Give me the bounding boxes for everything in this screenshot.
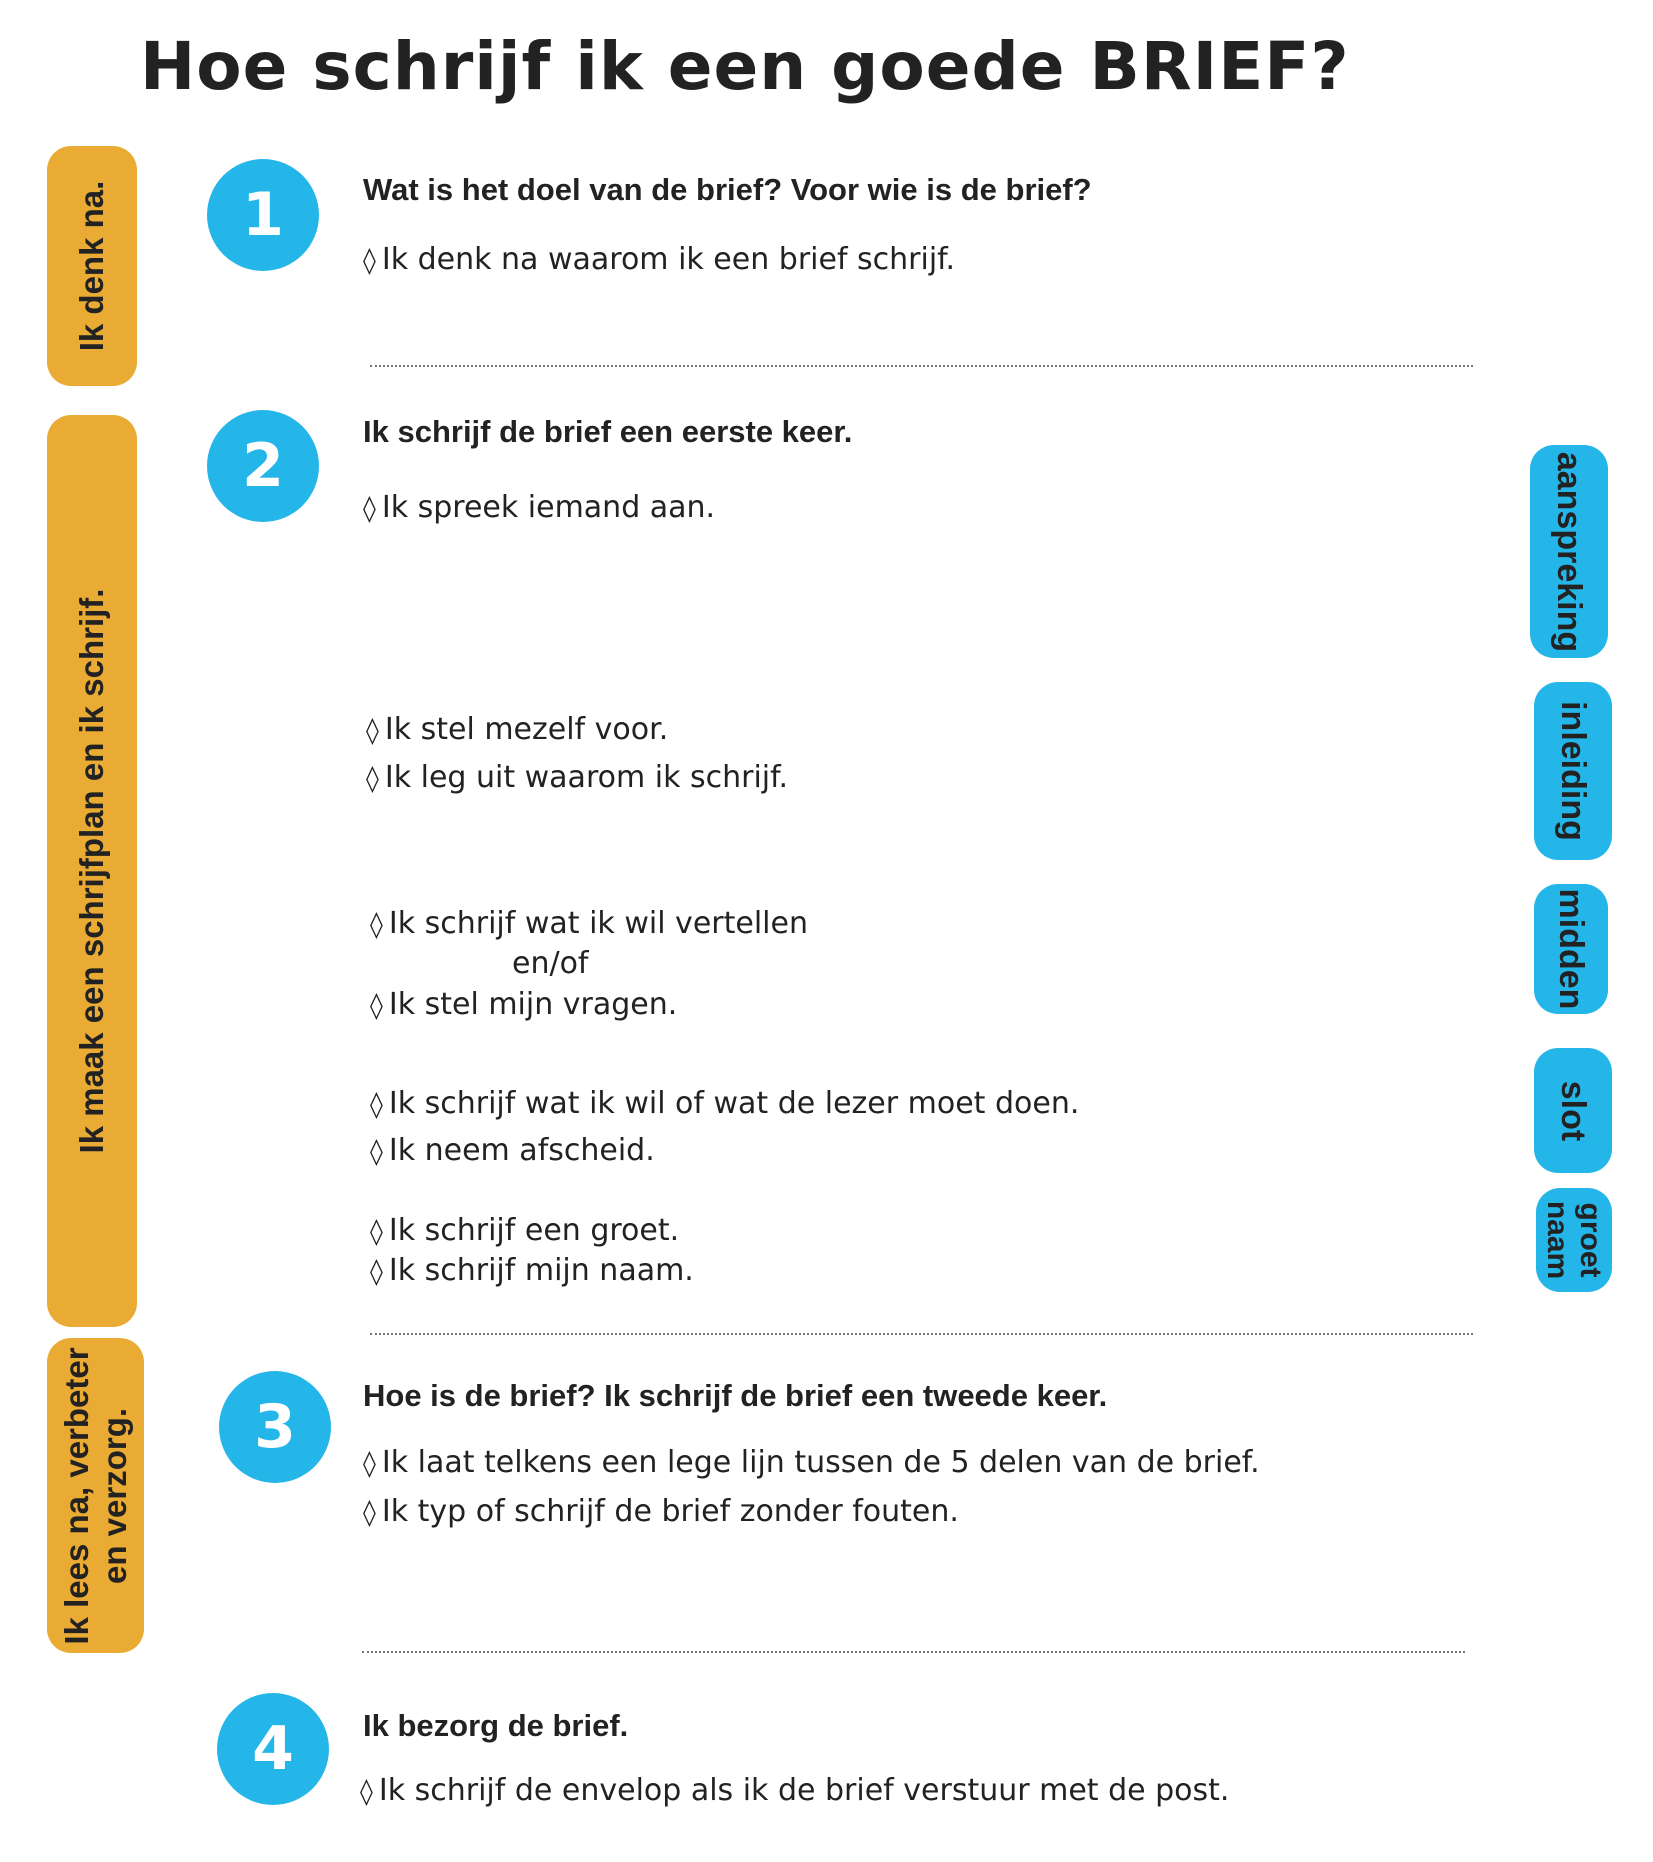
divider	[362, 1651, 1465, 1653]
step-2-item-3: ◊ Ik leg uit waarom ik schrijf.	[366, 760, 789, 795]
step-number-3: 3	[219, 1371, 331, 1483]
part-tab-inleiding	[1534, 682, 1612, 860]
phase-tab-write	[47, 415, 137, 1327]
step-4-item-1: ◊ Ik schrijf de envelop als ik de brief verstuur met de post.	[360, 1773, 1230, 1808]
phase-label-review-line1: Ik lees na, verbeter	[57, 1346, 95, 1645]
part-label-naam: naam	[1541, 1200, 1574, 1280]
part-tab-groet-naam	[1536, 1188, 1612, 1292]
diamond-bullet-icon: ◊	[363, 246, 376, 276]
part-tab-slot	[1534, 1048, 1612, 1173]
diamond-bullet-icon: ◊	[370, 1137, 383, 1167]
phase-tab-review	[47, 1338, 144, 1653]
diamond-bullet-icon: ◊	[370, 1257, 383, 1287]
step-number-2: 2	[207, 410, 319, 522]
part-label-inleiding: inleiding	[1554, 701, 1592, 841]
step-2-item-1: ◊ Ik spreek iemand aan.	[363, 490, 716, 525]
part-label-aanspreking: aanspreking	[1550, 451, 1588, 652]
phase-label-review	[58, 1347, 134, 1644]
step-heading-1: Wat is het doel van de brief? Voor wie is de brief?	[363, 172, 1092, 207]
part-label-slot: slot	[1554, 1080, 1592, 1141]
step-heading-3: Hoe is de brief? Ik schrijf de brief een tweede keer.	[363, 1378, 1108, 1413]
diamond-bullet-icon: ◊	[366, 764, 379, 794]
divider	[370, 365, 1473, 367]
step-1-item-1: ◊ Ik denk na waarom ik een brief schrijf.	[363, 242, 956, 277]
step-2-item-4: ◊ Ik schrijf wat ik wil vertellen	[370, 906, 808, 941]
step-2-item-or: en/of	[512, 946, 589, 981]
phase-label-review-line2: en verzorg.	[95, 1407, 133, 1584]
step-number-1: 1	[207, 159, 319, 271]
diamond-bullet-icon: ◊	[370, 910, 383, 940]
step-2-item-7: ◊ Ik neem afscheid.	[370, 1133, 655, 1168]
diamond-bullet-icon: ◊	[370, 991, 383, 1021]
step-2-item-6: ◊ Ik schrijf wat ik wil of wat de lezer moet doen.	[370, 1086, 1080, 1121]
part-label-groet-naam	[1541, 1201, 1607, 1279]
divider	[370, 1333, 1473, 1335]
phase-tab-think	[47, 146, 137, 386]
step-3-item-2: ◊ Ik typ of schrijf de brief zonder fouten.	[363, 1494, 959, 1529]
step-number-4: 4	[217, 1693, 329, 1805]
step-2-item-8: ◊ Ik schrijf een groet.	[370, 1213, 680, 1248]
step-2-item-9: ◊ Ik schrijf mijn naam.	[370, 1253, 694, 1288]
diamond-bullet-icon: ◊	[363, 1498, 376, 1528]
step-2-item-5: ◊ Ik stel mijn vragen.	[370, 987, 678, 1022]
step-2-item-2: ◊ Ik stel mezelf voor.	[366, 712, 669, 747]
diamond-bullet-icon: ◊	[363, 1449, 376, 1479]
phase-label-write: Ik maak een schrijfplan en ik schrijf.	[73, 588, 110, 1154]
part-tab-midden	[1534, 884, 1608, 1014]
page-title: Hoe schrijf ik een goede BRIEF?	[140, 28, 1350, 105]
diamond-bullet-icon: ◊	[366, 716, 379, 746]
diamond-bullet-icon: ◊	[363, 494, 376, 524]
step-heading-4: Ik bezorg de brief.	[363, 1708, 629, 1743]
step-heading-2: Ik schrijf de brief een eerste keer.	[363, 414, 853, 449]
diamond-bullet-icon: ◊	[370, 1090, 383, 1120]
part-label-midden: midden	[1552, 888, 1590, 1010]
diamond-bullet-icon: ◊	[370, 1217, 383, 1247]
step-3-item-1: ◊ Ik laat telkens een lege lijn tussen de 5 delen van de brief.	[363, 1445, 1260, 1480]
phase-label-think: Ik denk na.	[73, 180, 110, 352]
part-label-groet: groet	[1574, 1202, 1607, 1278]
part-tab-aanspreking	[1530, 445, 1608, 658]
diamond-bullet-icon: ◊	[360, 1777, 373, 1807]
